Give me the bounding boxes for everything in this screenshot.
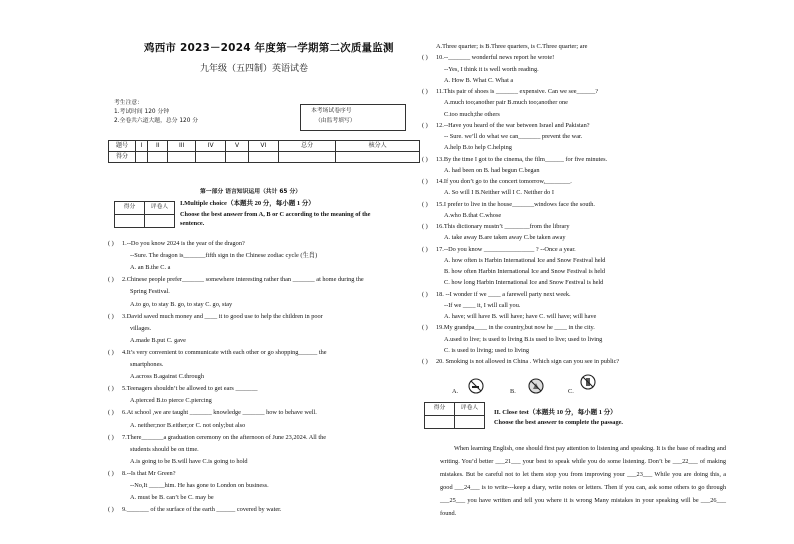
question-text: C.too much;the others <box>444 110 500 118</box>
score-header-cell: V <box>226 141 248 152</box>
score-header-cell: 核分人 <box>336 141 420 152</box>
part1-section-title: I.Multiple choice（本题共 20 分，每小题 1 分） <box>180 200 315 207</box>
answer-bracket[interactable]: ( ) <box>422 290 428 298</box>
question-text: A. how often is Harbin International Ice and Snow Festival held <box>444 256 606 264</box>
seat-box-line-2: （由监考填写） <box>315 118 356 124</box>
score-cell <box>196 152 226 163</box>
score-header-cell: II <box>148 141 168 152</box>
question-line <box>108 409 317 417</box>
score-table-header-row <box>109 141 420 152</box>
answer-bracket[interactable]: ( ) <box>422 245 428 253</box>
grader-score-label: 得分 <box>425 403 455 416</box>
seat-box-line-1: 本考场试卷序号 <box>311 108 352 114</box>
question-line <box>108 361 163 369</box>
question-line <box>422 178 572 186</box>
part2-instruction: Choose the best answer to complete the passage. <box>494 419 623 426</box>
answer-bracket[interactable]: ( ) <box>108 409 114 417</box>
question-text: 12.--Have you heard of the war between Israel and Pakistan? <box>436 121 590 129</box>
question-text: A. How B. What C. What a <box>444 76 514 84</box>
question-text: A. had been on B. had begun C.began <box>444 166 540 174</box>
question-text: A.who B.that C.whose <box>444 211 502 219</box>
question-text: A.to go, to stay B. go, to stay C. go, stay <box>130 300 233 308</box>
question-text: A. have; will have B. will have; have C. will have; will have <box>444 313 597 320</box>
question-line <box>422 291 571 299</box>
question-line <box>108 446 199 454</box>
answer-bracket[interactable]: ( ) <box>108 348 114 356</box>
question-text: A.much too;another pair B.much too;another one <box>444 99 568 107</box>
question-text: 18. --I wonder if we ____ a farewell party next week. <box>436 290 571 298</box>
question-text: students should be on time. <box>130 445 199 453</box>
question-text: A. must be B. can’t be C. may be <box>130 494 214 502</box>
question-line <box>422 156 607 164</box>
question-line <box>422 234 566 242</box>
question-line <box>422 99 568 107</box>
question-line <box>108 240 245 248</box>
q20-option-c-label: C. <box>568 388 574 395</box>
answer-bracket[interactable]: ( ) <box>422 121 428 129</box>
question-line <box>422 43 587 51</box>
question-text: C. is used to living; used to living <box>444 346 530 354</box>
grader-box-part1 <box>114 201 175 228</box>
question-text: A.help B.to help C.helping <box>444 144 512 152</box>
score-cell <box>226 152 248 163</box>
score-cell <box>136 152 148 163</box>
grader-reviewer-label: 评卷人 <box>145 202 175 215</box>
question-line <box>108 458 248 466</box>
question-line <box>422 358 619 366</box>
question-text: 8.--Is that Mr Green? <box>122 469 176 477</box>
question-line <box>108 276 364 284</box>
score-header-cell: 总分 <box>278 141 335 152</box>
part1-instruction-b: sentence. <box>180 220 205 227</box>
answer-bracket[interactable]: ( ) <box>108 506 114 514</box>
answer-bracket[interactable]: ( ) <box>422 155 428 163</box>
question-line <box>422 144 512 152</box>
score-cell <box>168 152 196 163</box>
question-line <box>422 167 539 175</box>
part2-section-title: II. Close test（本题共 10 分，每小题 1 分） <box>494 409 617 416</box>
score-header-cell: IV <box>196 141 226 152</box>
question-text: A.is going to be B.will have C.is going to hold <box>130 457 248 465</box>
question-line <box>108 422 245 430</box>
question-line <box>422 212 501 220</box>
part1-heading: 第一部分 语言知识运用（共计 65 分） <box>200 189 302 195</box>
cloze-passage: When learning English, one should first pay attention to listening and speaking. It is the base of reading and writing. You’d better ___21___ your best to speak while you do some listening. Don’t be ___22___ of making mistakes. But be careful not to let them stop you from improving your ___23___ While you are doing this, a good ___24___ is to write---keep a diary, write notes or letters. Then if you can, ask some others to go through ___25___ you have written and tell you where it is wrong Many mistakes in your speaking will be ___26___ found. <box>440 445 726 517</box>
prohibition-sign-b-icon <box>528 378 544 394</box>
question-line <box>108 264 170 272</box>
notice-heading: 考生注意： <box>114 100 143 106</box>
question-text: 20. Smoking is not allowed in China . Which sign can you see in public? <box>436 358 620 365</box>
question-line <box>422 279 603 287</box>
q20-option-a-label: A. <box>452 388 459 395</box>
question-text: 15.I prefer to live in the house_______windows face the south. <box>436 200 595 208</box>
question-line <box>422 257 605 265</box>
question-line <box>422 313 596 321</box>
question-text: A. neither;nor B.either;or C. not only;but also <box>130 421 246 429</box>
prohibition-sign-c-icon <box>580 374 596 390</box>
question-text: 7.There_______a graduation ceremony on the afternoon of June 23,2024. All the <box>122 433 327 441</box>
question-text: villages. <box>130 324 152 332</box>
question-text: C. how long Harbin International Ice and Snow Festival is held <box>444 279 604 287</box>
grader-score-cell <box>115 215 145 228</box>
question-line <box>108 252 317 260</box>
question-text: A. take away B.are taken away C.be taken away <box>444 234 566 242</box>
answer-bracket[interactable]: ( ) <box>422 88 428 95</box>
grader-score-label: 得分 <box>115 202 145 215</box>
question-text: --Yes, I think it is well worth reading. <box>444 65 539 73</box>
answer-bracket[interactable]: ( ) <box>422 200 428 208</box>
question-text: 9._______ of the surface of the earth ______ covered by water. <box>122 506 282 514</box>
question-line <box>108 385 258 393</box>
question-line <box>108 325 151 333</box>
question-text: 19.My grandpa____ in the country,but now he ____ in the city. <box>436 324 595 332</box>
question-text: A.pierced B.to pierce C.piercing <box>130 397 212 405</box>
question-text: 11.This pair of shoes is _______ expensive. Can we see______? <box>436 88 599 95</box>
question-line <box>108 434 326 442</box>
question-line <box>422 88 598 96</box>
question-line <box>108 373 204 381</box>
question-text: 14.If you don’t go to the concert tomorrow,________. <box>436 178 572 185</box>
question-line <box>422 54 554 62</box>
question-line <box>422 201 595 209</box>
question-line <box>108 397 212 405</box>
question-line <box>108 506 281 514</box>
question-text: 6.At school ,we are taught _______ knowledge _______ how to behave well. <box>122 409 317 417</box>
question-text: --No,It _____him. He has gone to London on business. <box>130 482 269 489</box>
answer-bracket[interactable]: ( ) <box>422 54 428 62</box>
no-smoking-sign-a-icon <box>468 378 484 394</box>
question-text: A.across B.against C.through <box>130 373 204 381</box>
question-text: 17.--Do you know ________________ ? --Once a year. <box>436 245 576 253</box>
score-header-cell: III <box>168 141 196 152</box>
score-table <box>108 140 420 163</box>
score-cell <box>148 152 168 163</box>
score-header-cell: 题号 <box>109 141 136 152</box>
score-cell <box>336 152 420 163</box>
question-text: --If we ____ it, I will call you. <box>444 301 521 309</box>
score-cell <box>278 152 335 163</box>
part1-instruction-a: Choose the best answer from A, B or C according to the meaning of the <box>180 211 371 218</box>
seat-number-box <box>300 104 406 131</box>
question-line <box>422 189 554 197</box>
question-line <box>108 288 170 296</box>
question-text: 13.By the time I got to the cinema, the film______ for five minutes. <box>436 155 608 163</box>
grader-box-part2 <box>424 402 485 429</box>
question-line <box>422 111 500 119</box>
question-line <box>108 482 269 490</box>
answer-bracket[interactable]: ( ) <box>108 385 114 393</box>
answer-bracket[interactable]: ( ) <box>422 178 428 185</box>
exam-subtitle: 九年级（五四制）英语试卷 <box>200 64 309 74</box>
question-line <box>108 470 176 478</box>
answer-bracket[interactable]: ( ) <box>108 276 114 284</box>
question-line <box>108 349 327 357</box>
question-line <box>108 337 186 345</box>
answer-bracket[interactable]: ( ) <box>422 223 428 230</box>
question-text: A. an B.the C. a <box>130 264 171 272</box>
question-line <box>108 301 232 309</box>
question-line <box>422 122 590 130</box>
question-text: 4.It’s very convenient to communicate with each other or go shopping______ the <box>122 348 327 356</box>
notice-line-1: 1.考试时间 120 分钟 <box>114 109 170 115</box>
question-text: -- Sure. we’ll do what we can_______ prevent the war. <box>444 133 583 140</box>
question-line <box>422 133 582 141</box>
score-row-label: 得分 <box>109 152 136 163</box>
question-text: smartphones. <box>130 361 164 368</box>
question-line <box>422 268 605 276</box>
question-text: 3.David saved much money and ____ it to good use to help the children in poor <box>122 312 323 320</box>
question-line <box>422 246 576 254</box>
exam-title: 鸡西市 2023－2024 年度第一学期第二次质量监测 <box>144 42 394 54</box>
question-text: A.used to live; is used to living B.is used to live; used to living <box>444 335 603 343</box>
question-text: B. how often Harbin International Ice and Snow Festival is held <box>444 268 606 275</box>
score-table-score-row <box>109 152 420 163</box>
score-header-cell: I <box>136 141 148 152</box>
score-cell <box>248 152 278 163</box>
question-text: 1.--Do you know 2024 is the year of the dragon? <box>122 240 245 247</box>
question-text: A.Three quarter; is B.Three quarters, is C.Three quarter; are <box>436 43 588 50</box>
question-line <box>422 302 520 310</box>
question-line <box>422 66 539 74</box>
score-header-cell: VI <box>248 141 278 152</box>
question-text: --Sure. The dragon is_______fifth sign in the Chinese zodiac cycle (生肖) <box>130 252 318 260</box>
grader-reviewer-cell <box>455 416 485 429</box>
q20-option-b-label: B. <box>510 388 516 395</box>
question-line <box>108 494 214 502</box>
question-text: 5.Teenagers shouldn’t be allowed to get ears _______ <box>122 385 258 393</box>
answer-bracket[interactable]: ( ) <box>108 240 114 247</box>
grader-reviewer-cell <box>145 215 175 228</box>
question-text: A.made B.put C. gave <box>130 336 186 344</box>
question-text: 16.This dictionary mustn’t ________from the library <box>436 223 570 230</box>
question-text: 2.Chinese people prefer_______ somewhere interesting rather than _______ at home during the <box>122 276 364 284</box>
answer-bracket[interactable]: ( ) <box>108 469 114 477</box>
question-text: Spring Festival. <box>130 288 170 296</box>
grader-score-cell <box>425 416 455 429</box>
answer-bracket[interactable]: ( ) <box>108 312 114 320</box>
question-line <box>422 324 595 332</box>
question-line <box>422 347 529 355</box>
question-line <box>422 77 513 85</box>
question-line <box>108 313 323 321</box>
question-line <box>422 336 602 344</box>
grader-reviewer-label: 评卷人 <box>455 403 485 416</box>
notice-line-2: 2.全卷共六道大题，总分 120 分 <box>114 118 199 124</box>
question-text: 10.--_______ wonderful news report he wrote! <box>436 54 555 62</box>
question-line <box>422 223 570 231</box>
answer-bracket[interactable]: ( ) <box>422 324 428 332</box>
answer-bracket[interactable]: ( ) <box>108 433 114 441</box>
answer-bracket[interactable]: ( ) <box>422 358 428 365</box>
question-text: A. So will I B.Neither will I C. Neither do I <box>444 189 555 197</box>
